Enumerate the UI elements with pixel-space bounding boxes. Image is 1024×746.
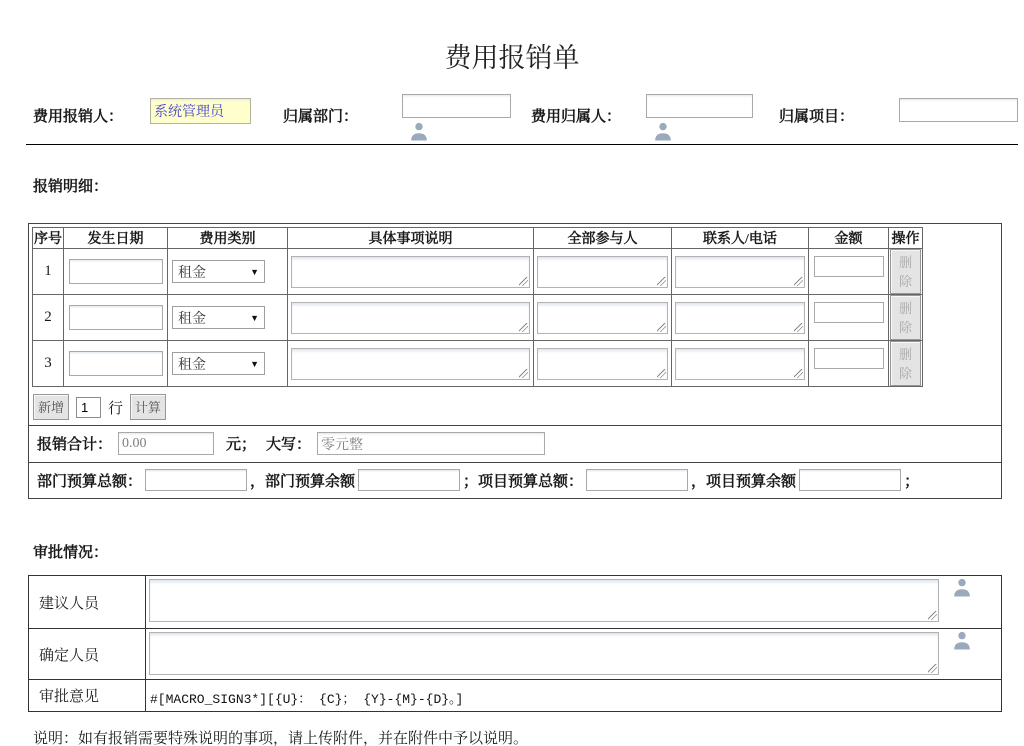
- suggest-label: 建议人员: [29, 576, 146, 628]
- col-contact: 联系人/电话: [672, 228, 809, 249]
- delete-button[interactable]: 删除: [890, 295, 921, 340]
- person-picker-icon[interactable]: [408, 121, 430, 141]
- col-category: 费用类别: [168, 228, 288, 249]
- total-amount-input[interactable]: [118, 432, 214, 455]
- person-picker-icon[interactable]: [652, 121, 674, 141]
- applicant-input[interactable]: [150, 98, 251, 124]
- row-count-input[interactable]: [76, 397, 101, 418]
- col-action: 操作: [889, 228, 923, 249]
- department-label: 归属部门：: [283, 109, 359, 125]
- table-row: [33, 295, 923, 341]
- table-controls: [29, 390, 1001, 425]
- confirm-row: [29, 629, 1001, 680]
- date-input[interactable]: [69, 351, 163, 376]
- project-input[interactable]: [899, 98, 1018, 122]
- budget-row-end: ；: [904, 473, 920, 490]
- participants-textarea[interactable]: [537, 302, 668, 334]
- header-form: [0, 75, 1024, 145]
- person-picker-icon[interactable]: [951, 577, 973, 597]
- confirm-textarea[interactable]: [149, 632, 939, 675]
- contact-textarea[interactable]: [675, 348, 805, 380]
- dept-budget-remain-label: ，部门预算余额: [250, 473, 356, 490]
- category-select[interactable]: [172, 306, 265, 329]
- dept-budget-remain-input[interactable]: [358, 469, 460, 491]
- footer-note: 说明：如有报销需要特殊说明的事项，请上传附件，并在附件中予以说明。: [33, 731, 529, 746]
- category-select[interactable]: [172, 352, 265, 375]
- table-row: [33, 341, 923, 387]
- chevron-down-icon: ▼: [250, 358, 259, 369]
- col-amount: 金额: [809, 228, 889, 249]
- dept-budget-total-input[interactable]: [145, 469, 247, 491]
- contact-textarea[interactable]: [675, 256, 805, 288]
- approval-box: [28, 575, 1002, 712]
- caps-label: 大写：: [266, 437, 312, 453]
- opinion-label: 审批意见: [29, 680, 146, 711]
- add-row-button[interactable]: 新增: [33, 394, 69, 420]
- dept-budget-total-label: 部门预算总额：: [37, 473, 143, 490]
- project-label: 归属项目：: [779, 109, 855, 125]
- owner-field: [646, 94, 753, 118]
- detail-header-row: [33, 228, 923, 249]
- amount-input[interactable]: [814, 302, 884, 323]
- confirm-label: 确定人员: [29, 629, 146, 679]
- date-input[interactable]: [69, 259, 163, 284]
- opinion-row: [29, 680, 1001, 711]
- row-seq: 1: [33, 249, 64, 295]
- header-divider: [26, 144, 1018, 145]
- total-label: 报销合计：: [37, 437, 113, 453]
- rows-unit-label: 行: [108, 400, 124, 417]
- department-field: [402, 94, 511, 118]
- delete-button[interactable]: 删除: [890, 341, 921, 386]
- col-participants: 全部参与人: [534, 228, 672, 249]
- caps-amount-input[interactable]: [317, 432, 545, 455]
- contact-textarea[interactable]: [675, 302, 805, 334]
- col-date: 发生日期: [64, 228, 168, 249]
- chevron-down-icon: ▼: [250, 312, 259, 323]
- total-row: [29, 425, 1001, 462]
- detail-table: [32, 227, 923, 387]
- date-input[interactable]: [69, 305, 163, 330]
- description-textarea[interactable]: [291, 256, 530, 288]
- approval-section-heading: 审批情况：: [33, 545, 109, 561]
- row-seq: 2: [33, 295, 64, 341]
- description-textarea[interactable]: [291, 348, 530, 380]
- opinion-macro-text: #[MACRO_SIGN3*][{U}： {C}； {Y}-{M}-{D}。]: [150, 691, 464, 707]
- detail-box: [28, 223, 1002, 499]
- detail-section-heading: 报销明细：: [33, 179, 109, 195]
- proj-budget-remain-label: ，项目预算余额: [691, 473, 797, 490]
- chevron-down-icon: ▼: [250, 266, 259, 277]
- table-row: [33, 249, 923, 295]
- suggest-content: [146, 576, 1001, 628]
- suggest-textarea[interactable]: [149, 579, 939, 622]
- suggest-row: [29, 576, 1001, 629]
- col-description: 具体事项说明: [288, 228, 534, 249]
- proj-budget-remain-input[interactable]: [799, 469, 901, 491]
- row-seq: 3: [33, 341, 64, 387]
- category-select[interactable]: [172, 260, 265, 283]
- budget-row: [29, 462, 1001, 498]
- department-input[interactable]: [402, 94, 511, 118]
- person-picker-icon[interactable]: [951, 630, 973, 650]
- amount-input[interactable]: [814, 348, 884, 369]
- unit-label: 元；: [226, 437, 257, 453]
- category-value: 租金: [178, 357, 206, 373]
- participants-textarea[interactable]: [537, 256, 668, 288]
- col-seq: 序号: [33, 228, 64, 249]
- category-value: 租金: [178, 265, 206, 281]
- page-title: 费用报销单: [444, 43, 580, 73]
- owner-label: 费用归属人：: [531, 109, 622, 125]
- calculate-button[interactable]: 计算: [130, 394, 166, 420]
- amount-input[interactable]: [814, 256, 884, 277]
- applicant-label: 费用报销人：: [33, 109, 124, 125]
- owner-input[interactable]: [646, 94, 753, 118]
- description-textarea[interactable]: [291, 302, 530, 334]
- proj-budget-total-input[interactable]: [586, 469, 688, 491]
- category-value: 租金: [178, 311, 206, 327]
- participants-textarea[interactable]: [537, 348, 668, 380]
- confirm-content: [146, 629, 1001, 679]
- proj-budget-total-label: ；项目预算总额：: [463, 473, 584, 490]
- delete-button[interactable]: 删除: [890, 249, 921, 294]
